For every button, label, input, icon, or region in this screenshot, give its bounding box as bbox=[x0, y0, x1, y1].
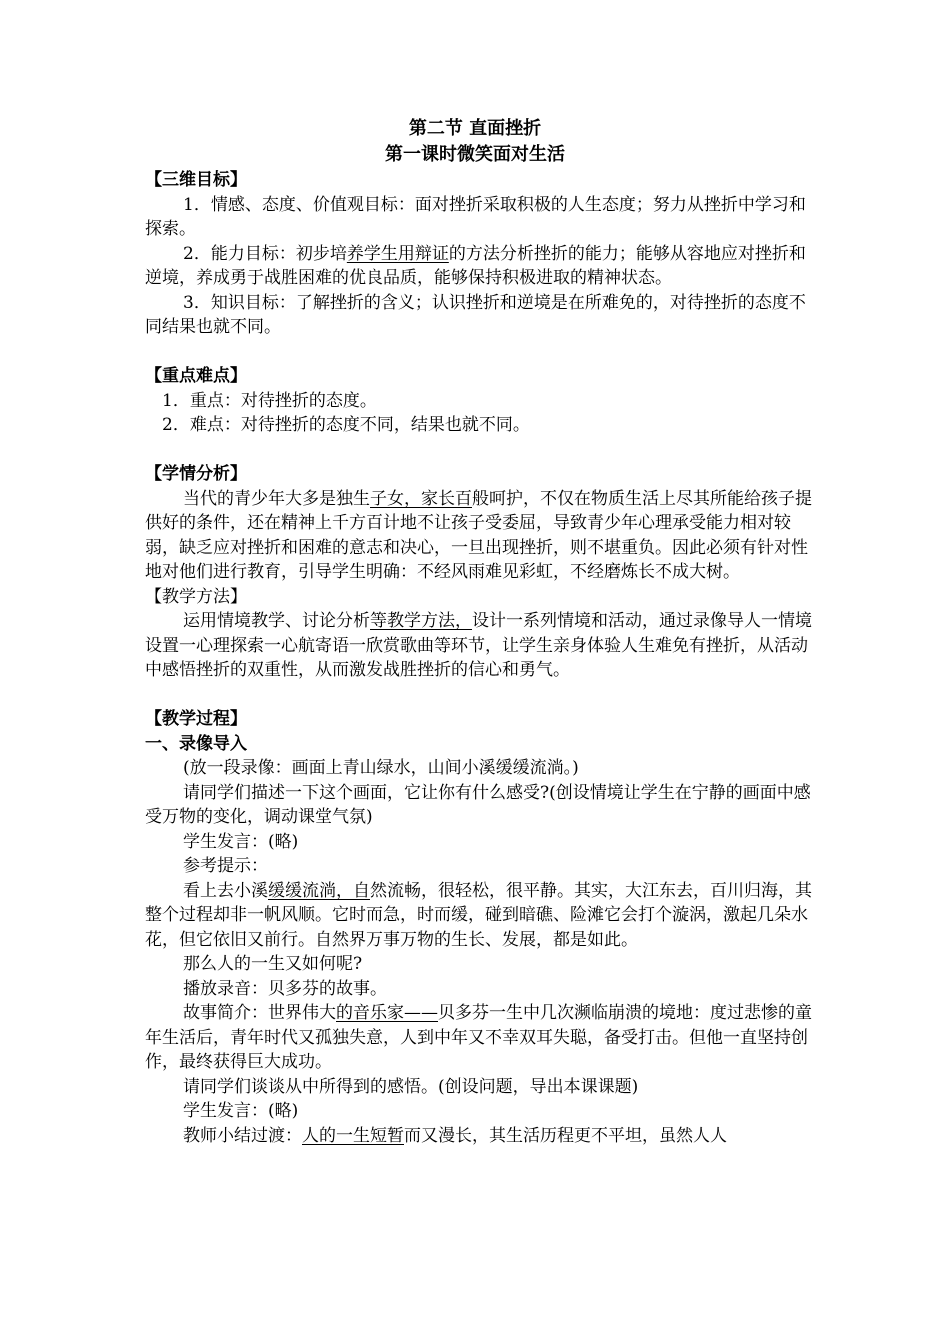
method-paragraph: 运用情境教学、讨论分析等教学方法，设计一系列情境和活动，通过录像导人一情境设置一心理探索一心航寄语一欣赏歌曲等环节，让学生亲身体验人生难免有挫折，从活动中感悟挫折的双重性，从而激发战胜挫折的信心和勇气。 bbox=[145, 611, 812, 680]
process-para-2: 请同学们描述一下这个画面，它让你有什么感受?(创设情境让学生在宁静的画面中感受万物的变化，调动课堂气氛) bbox=[145, 782, 811, 827]
section-title: 第二节 直面挫折 bbox=[408, 118, 542, 139]
process-heading: 【教学过程】 bbox=[145, 709, 247, 729]
title-block bbox=[0, 116, 950, 168]
analysis-heading: 【学情分析】 bbox=[145, 464, 247, 484]
lesson-title: 第一课时微笑面对生活 bbox=[385, 144, 565, 165]
keypoint-item-2: 2．难点：对待挫折的态度不同，结果也就不同。 bbox=[162, 415, 530, 435]
keypoint-item-1: 1．重点：对待挫折的态度。 bbox=[162, 390, 377, 411]
process-para-4: 参考提示： bbox=[183, 856, 268, 876]
document-body bbox=[145, 168, 817, 1148]
keypoints-heading: 【重点难点】 bbox=[145, 366, 247, 386]
process-para-6: 那么人的一生又如何呢? bbox=[183, 954, 363, 974]
process-para-5: 看上去小溪缓缓流淌，自然流畅，很轻松，很平静。其实，大江东去，百川归海，其整个过程却非一帆风顺。它时而急，时而缓，碰到暗礁、险滩它会打个漩涡，激起几朵水花，但它依旧又前行。自然界万事万物的生长、发展，都是如此。 bbox=[145, 880, 812, 950]
process-para-1: (放一段录像：画面上青山绿水，山间小溪缓缓流淌。) bbox=[183, 758, 579, 778]
goal-item-1: 1．情感、态度、价值观目标：面对挫折采取积极的人生态度；努力从挫折中学习和探索。 bbox=[145, 194, 806, 239]
process-para-7: 播放录音：贝多芬的故事。 bbox=[183, 978, 387, 999]
goal-item-2: 2．能力目标：初步培养学生用辩证的方法分析挫折的能力；能够从容地应对挫折和逆境，养成勇于战胜困难的优良品质，能够保持积极进取的精神状态。 bbox=[145, 243, 806, 288]
process-part-1-heading: 一、录像导入 bbox=[145, 733, 247, 754]
analysis-paragraph: 当代的青少年大多是独生子女，家长百般呵护，不仅在物质生活上尽其所能给孩子提供好的条件，还在精神上千方百计地不让孩子受委屈，导致青少年心理承受能力相对较弱，缺乏应对挫折和困难的意志和决心，一旦出现挫折，则不堪重负。因此必须有针对性地对他们进行教育，引导学生明确：不经风雨难见彩虹，不经磨炼长不成大树。 bbox=[145, 488, 812, 582]
process-para-3: 学生发言：(略) bbox=[183, 831, 299, 852]
goal-item-3: 3．知识目标：了解挫折的含义；认识挫折和逆境是在所难免的，对待挫折的态度不同结果也就不同。 bbox=[145, 292, 806, 337]
goals-heading: 【三维目标】 bbox=[145, 170, 247, 190]
process-para-11: 教师小结过渡：人的一生短暂而又漫长，其生活历程更不平坦，虽然人人 bbox=[183, 1125, 727, 1146]
process-para-9: 请同学们谈谈从中所得到的感悟。(创设问题，导出本课课题) bbox=[183, 1076, 639, 1097]
method-heading: 【教学方法】 bbox=[145, 586, 247, 607]
process-para-10: 学生发言：(略) bbox=[183, 1101, 299, 1121]
process-para-8: 故事简介：世界伟大的音乐家——贝多芬一生中几次濒临崩溃的境地：度过悲惨的童年生活后，青年时代又孤独失意，人到中年又不幸双耳失聪，备受打击。但他一直坚持创作，最终获得巨大成功。 bbox=[145, 1003, 812, 1072]
